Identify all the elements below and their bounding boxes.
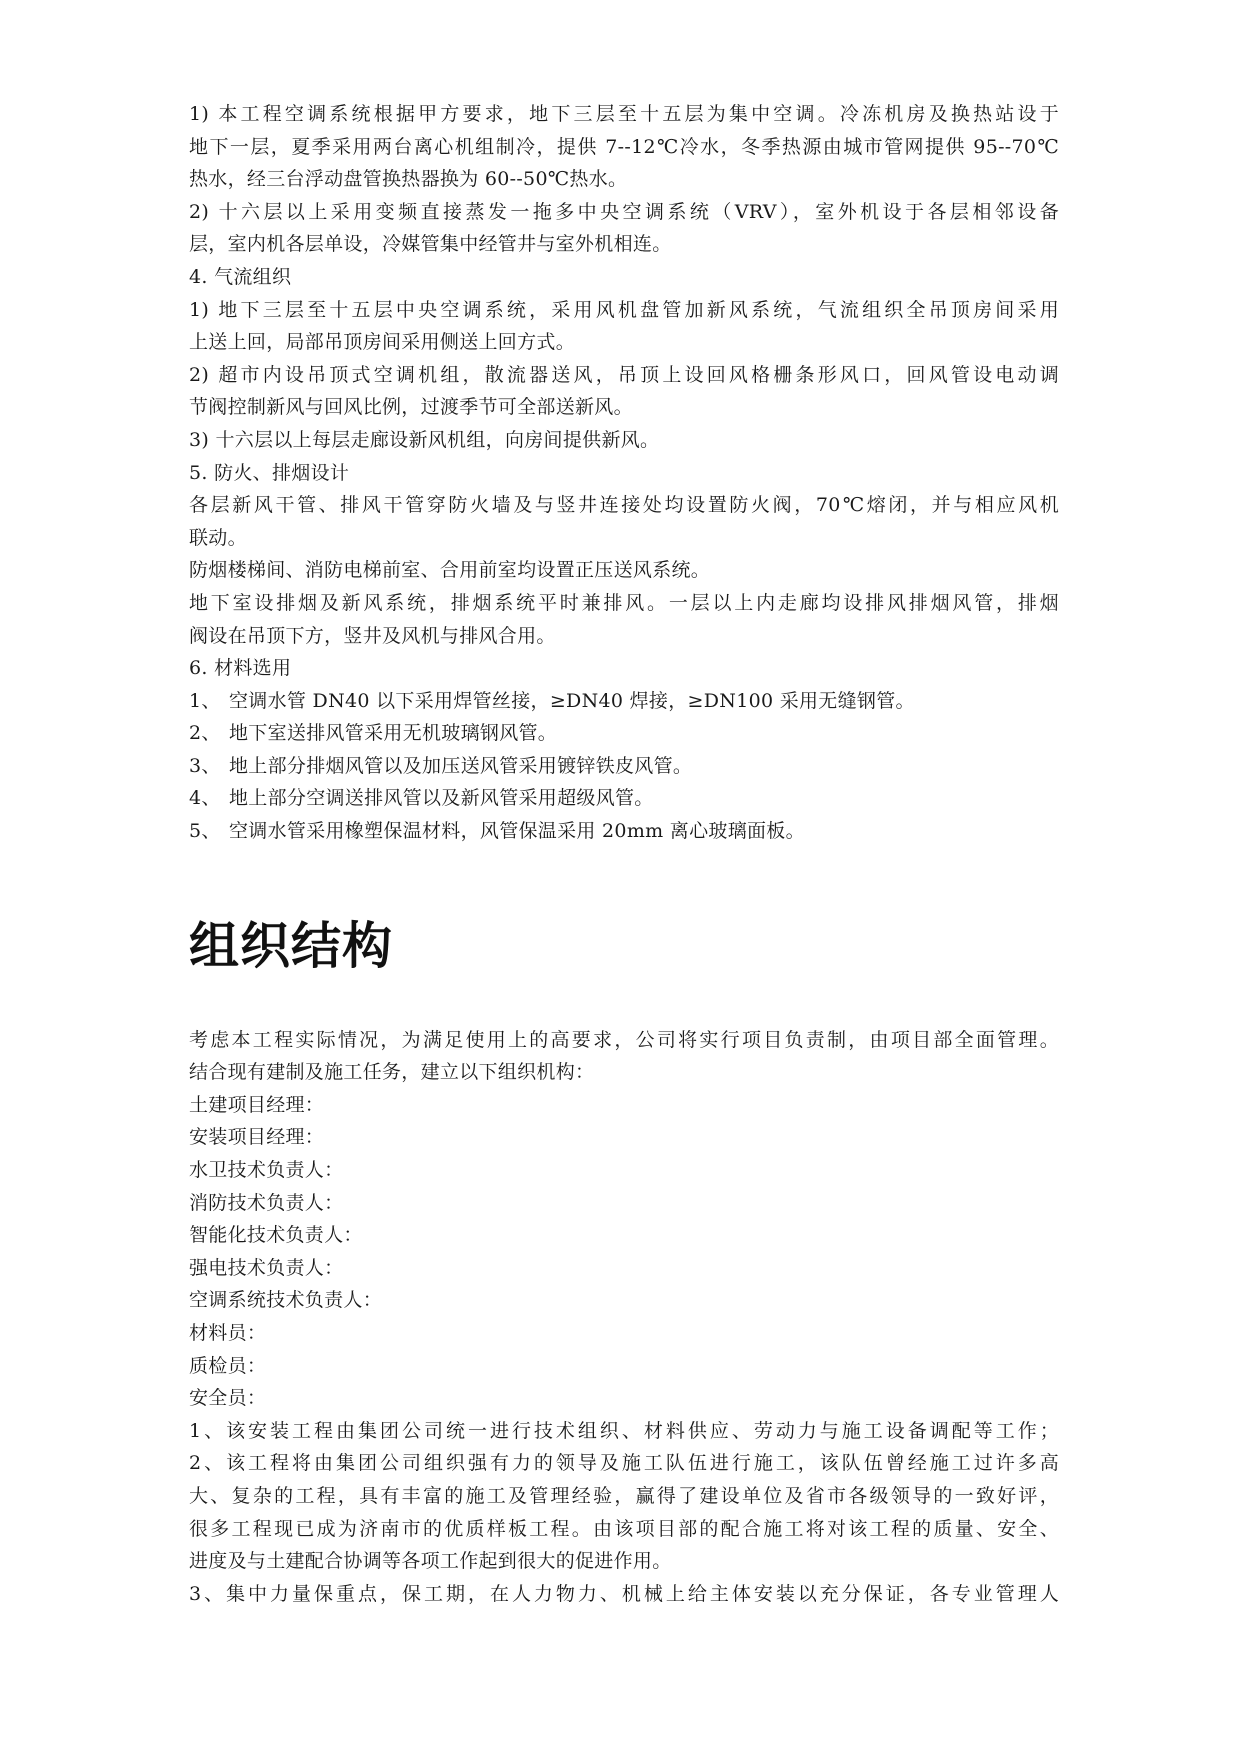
- list-item: [189, 815, 1059, 848]
- paragraph-line: 各层新风干管、排风干管穿防火墙及与竖井连接处均设置防火阀，70℃熔闭，并与相应风机: [189, 494, 1059, 517]
- role-line: 安全员：: [189, 1387, 267, 1410]
- list-item-number: 2、: [189, 722, 221, 745]
- paragraph-line: 大、复杂的工程，具有丰富的施工及管理经验，赢得了建设单位及省市各级领导的一致好评，: [189, 1484, 1059, 1507]
- list-item: [189, 717, 1059, 750]
- paragraph-line: 1) 本工程空调系统根据甲方要求，地下三层至十五层为集中空调。冷冻机房及换热站设于: [189, 103, 1059, 125]
- section-heading: 组织结构: [189, 916, 393, 975]
- role-line: 消防技术负责人：: [189, 1191, 344, 1214]
- paragraph-line: 进度及与土建配合协调等各项工作起到很大的促进作用。: [189, 1550, 672, 1573]
- paragraph-line: 结合现有建制及施工任务，建立以下组织机构：: [189, 1061, 595, 1084]
- list-item: [189, 685, 1059, 718]
- list-item: [189, 750, 1059, 783]
- list-item-text: 空调水管 DN40 以下采用焊管丝接，≥DN40 焊接，≥DN100 采用无缝钢管。: [229, 689, 915, 712]
- paragraph-line: 防烟楼梯间、消防电梯前室、合用前室均设置正压送风系统。: [189, 559, 711, 582]
- role-line: 智能化技术负责人：: [189, 1224, 363, 1247]
- paragraph-line: 很多工程现已成为济南市的优质样板工程。由该项目部的配合施工将对该工程的质量、安全、: [189, 1517, 1059, 1540]
- paragraph-line: 3、集中力量保重点，保工期，在人力物力、机械上给主体安装以充分保证，各专业管理人: [189, 1582, 1059, 1605]
- list-item-text: 空调水管采用橡塑保温材料，风管保温采用 20mm 离心玻璃面板。: [229, 820, 805, 843]
- section-subheading: 4. 气流组织: [189, 265, 292, 288]
- paragraph-line: 1) 地下三层至十五层中央空调系统，采用风机盘管加新风系统，气流组织全吊顶房间采用: [189, 298, 1059, 321]
- list-item-number: 1、: [189, 689, 221, 712]
- list-item-number: 4、: [189, 787, 221, 810]
- section-subheading: 5. 防火、排烟设计: [189, 461, 350, 484]
- paragraph-line: 地下室设排烟及新风系统，排烟系统平时兼排风。一层以上内走廊均设排风排烟风管，排烟: [189, 591, 1059, 614]
- paragraph-line: 2) 超市内设吊顶式空调机组，散流器送风，吊顶上设回风格栅条形风口，回风管设电动调: [189, 363, 1059, 386]
- role-line: 土建项目经理：: [189, 1093, 325, 1116]
- paragraph-line: 热水，经三台浮动盘管换热器换为 60--50℃热水。: [189, 168, 628, 191]
- role-line: 质检员：: [189, 1354, 267, 1377]
- section-subheading: 6. 材料选用: [189, 657, 292, 680]
- paragraph-line: 联动。: [189, 526, 247, 549]
- paragraph-line: 地下一层，夏季采用两台离心机组制冷，提供 7--12℃冷水，冬季热源由城市管网提供 95--70℃: [189, 135, 1059, 158]
- role-line: 材料员：: [189, 1322, 267, 1344]
- paragraph-line: 2) 十六层以上采用变频直接蒸发一拖多中央空调系统（VRV），室外机设于各层相邻设备: [189, 200, 1059, 223]
- document-body: [189, 98, 1059, 1610]
- role-line: 空调系统技术负责人：: [189, 1289, 383, 1312]
- list-item-number: 3、: [189, 754, 221, 777]
- paragraph-line: 1、该安装工程由集团公司统一进行技术组织、材料供应、劳动力与施工设备调配等工作；: [189, 1419, 1059, 1442]
- role-line: 强电技术负责人：: [189, 1256, 344, 1279]
- paragraph-line: 上送上回，局部吊顶房间采用侧送上回方式。: [189, 331, 576, 354]
- paragraph-line: 阀设在吊顶下方，竖井及风机与排风合用。: [189, 624, 556, 647]
- paragraph-line: 3) 十六层以上每层走廊设新风机组，向房间提供新风。: [189, 428, 660, 451]
- list-item-text: 地上部分空调送排风管以及新风管采用超级风管。: [229, 787, 654, 810]
- paragraph-line: 2、该工程将由集团公司组织强有力的领导及施工队伍进行施工，该队伍曾经施工过许多高: [189, 1452, 1059, 1475]
- role-line: 安装项目经理：: [189, 1126, 325, 1149]
- list-item: [189, 782, 1059, 815]
- paragraph-line: 考虑本工程实际情况，为满足使用上的高要求，公司将实行项目负责制，由项目部全面管理。: [189, 1028, 1059, 1051]
- role-line: 水卫技术负责人：: [189, 1159, 344, 1182]
- list-item-text: 地下室送排风管采用无机玻璃钢风管。: [229, 722, 558, 745]
- list-item-text: 地上部分排烟风管以及加压送风管采用镀锌铁皮风管。: [229, 754, 693, 777]
- paragraph-line: 节阀控制新风与回风比例，过渡季节可全部送新风。: [189, 396, 633, 419]
- paragraph-line: 层，室内机各层单设，冷媒管集中经管井与室外机相连。: [189, 233, 672, 256]
- list-item-number: 5、: [189, 820, 221, 843]
